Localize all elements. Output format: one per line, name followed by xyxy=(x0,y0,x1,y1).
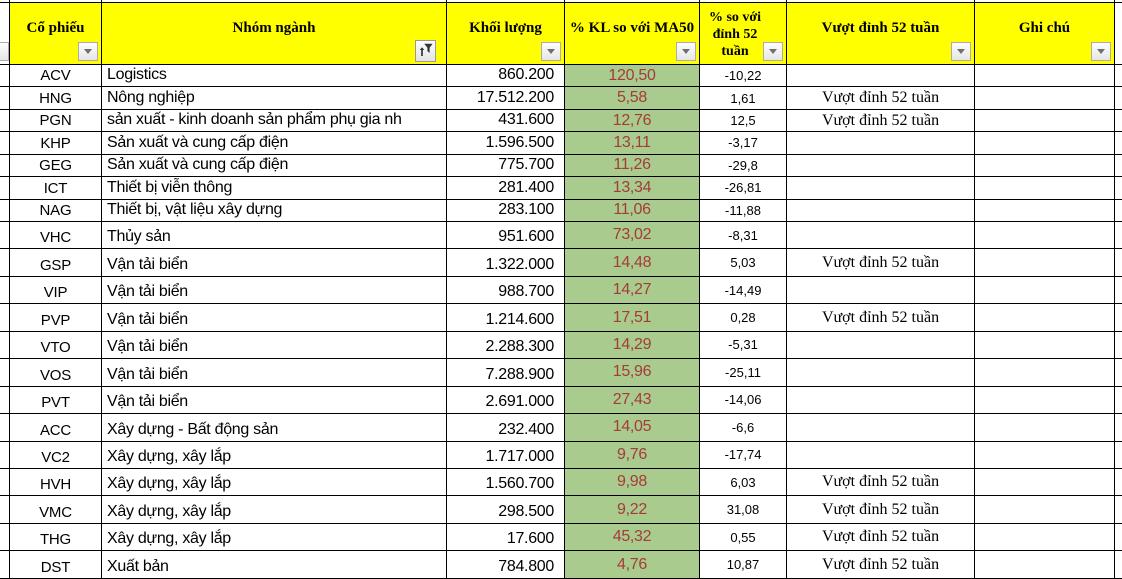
peak52-cell[interactable]: 5,03 xyxy=(700,249,787,276)
right-sliver-cell xyxy=(1115,222,1122,249)
peak52-cell[interactable]: 10,87 xyxy=(700,551,787,578)
peak52-cell[interactable]: 0,28 xyxy=(700,304,787,331)
ma50-filter-dropdown-button[interactable] xyxy=(676,42,696,61)
peak52-cell[interactable]: -8,31 xyxy=(700,222,787,249)
gutter-cell[interactable] xyxy=(0,551,10,578)
header-volume-label: Khối lượng xyxy=(469,20,542,36)
table-row xyxy=(0,414,1122,441)
header-note-label: Ghi chú xyxy=(1018,20,1071,36)
note-cell[interactable] xyxy=(975,132,1115,154)
note-cell[interactable] xyxy=(975,222,1115,249)
industry-filter-active-button[interactable] xyxy=(415,40,436,62)
note-cell[interactable] xyxy=(975,155,1115,177)
breakout-cell[interactable]: Vượt đỉnh 52 tuần xyxy=(787,304,975,331)
header-right-sliver xyxy=(1115,3,1122,65)
header-breakout[interactable] xyxy=(787,3,975,65)
right-sliver-cell xyxy=(1115,110,1122,132)
peak52-cell[interactable]: -26,81 xyxy=(700,177,787,199)
volume-cell[interactable]: 1.214.600 xyxy=(447,304,565,331)
table-row xyxy=(0,551,1122,578)
ma50-cell[interactable]: 120,50 xyxy=(565,65,700,87)
breakout-cell[interactable] xyxy=(787,442,975,469)
right-sliver-cell xyxy=(1115,65,1122,87)
header-peak52[interactable] xyxy=(700,3,787,65)
table-row xyxy=(0,87,1122,109)
ma50-cell[interactable]: 14,29 xyxy=(565,332,700,359)
breakout-cell[interactable]: Vượt đỉnh 52 tuần xyxy=(787,551,975,578)
note-cell[interactable] xyxy=(975,496,1115,523)
breakout-cell[interactable]: Vượt đỉnh 52 tuần xyxy=(787,87,975,109)
note-cell[interactable] xyxy=(975,87,1115,109)
volume-cell[interactable]: 283.100 xyxy=(447,200,565,222)
volume-cell[interactable]: 1.322.000 xyxy=(447,249,565,276)
volume-cell[interactable]: 1.560.700 xyxy=(447,469,565,496)
ma50-cell[interactable]: 15,96 xyxy=(565,359,700,386)
breakout-cell[interactable] xyxy=(787,222,975,249)
table-row xyxy=(0,155,1122,177)
breakout-cell[interactable] xyxy=(787,332,975,359)
gutter-cell[interactable] xyxy=(0,87,10,109)
stock-code-cell[interactable]: DST xyxy=(10,551,102,578)
note-cell[interactable] xyxy=(975,200,1115,222)
right-sliver-cell xyxy=(1115,524,1122,551)
peak52-cell[interactable]: -25,11 xyxy=(700,359,787,386)
industry-cell[interactable]: Xây dựng, xây lắp xyxy=(102,469,447,496)
gutter-cell[interactable] xyxy=(0,249,10,276)
industry-cell[interactable]: Sản xuất và cung cấp điện xyxy=(102,155,447,177)
note-cell[interactable] xyxy=(975,387,1115,414)
note-cell[interactable] xyxy=(975,249,1115,276)
breakout-cell[interactable]: Vượt đỉnh 52 tuần xyxy=(787,110,975,132)
industry-cell[interactable]: Nông nghiệp xyxy=(102,87,447,109)
volume-cell[interactable]: 431.600 xyxy=(447,110,565,132)
volume-cell[interactable]: 17.600 xyxy=(447,524,565,551)
right-sliver-cell xyxy=(1115,177,1122,199)
ma50-cell[interactable]: 4,76 xyxy=(565,551,700,578)
table-row xyxy=(0,200,1122,222)
ma50-cell[interactable]: 17,51 xyxy=(565,304,700,331)
volume-cell[interactable]: 775.700 xyxy=(447,155,565,177)
gutter-cell[interactable] xyxy=(0,524,10,551)
industry-cell[interactable]: Vận tải biển xyxy=(102,277,447,304)
breakout-cell[interactable] xyxy=(787,200,975,222)
volume-cell[interactable]: 17.512.200 xyxy=(447,87,565,109)
peak52-cell[interactable]: -3,17 xyxy=(700,132,787,154)
breakout-cell[interactable] xyxy=(787,414,975,441)
stock-code-cell[interactable]: ACV xyxy=(10,65,102,87)
peak52-cell[interactable]: -5,31 xyxy=(700,332,787,359)
note-cell[interactable] xyxy=(975,524,1115,551)
peak52-cell[interactable]: -14,49 xyxy=(700,277,787,304)
gutter-cell[interactable] xyxy=(0,200,10,222)
gutter-cell[interactable] xyxy=(0,304,10,331)
peak52-cell[interactable]: -11,88 xyxy=(700,200,787,222)
stock-code-cell[interactable]: ACC xyxy=(10,414,102,441)
note-cell[interactable] xyxy=(975,442,1115,469)
volume-cell[interactable]: 232.400 xyxy=(447,414,565,441)
peak52-cell[interactable]: 31,08 xyxy=(700,496,787,523)
peak52-cell[interactable]: -10,22 xyxy=(700,65,787,87)
breakout-cell[interactable] xyxy=(787,65,975,87)
stock-code-cell[interactable]: PVT xyxy=(10,387,102,414)
ma50-cell[interactable]: 5,58 xyxy=(565,87,700,109)
right-sliver-cell xyxy=(1115,359,1122,386)
stock-code-cell[interactable]: VC2 xyxy=(10,442,102,469)
breakout-filter-dropdown-button[interactable] xyxy=(951,42,971,61)
stock-code-cell[interactable]: VHC xyxy=(10,222,102,249)
gutter-cell[interactable] xyxy=(0,387,10,414)
industry-cell[interactable]: Thiết bị, vật liệu xây dựng xyxy=(102,200,447,222)
industry-cell[interactable]: Xây dựng - Bất động sản xyxy=(102,414,447,441)
note-filter-dropdown-button[interactable] xyxy=(1091,42,1111,61)
industry-cell[interactable]: Xây dựng, xây lắp xyxy=(102,442,447,469)
table-row xyxy=(0,277,1122,304)
ma50-cell[interactable]: 13,34 xyxy=(565,177,700,199)
right-sliver-cell xyxy=(1115,277,1122,304)
volume-cell[interactable]: 988.700 xyxy=(447,277,565,304)
industry-cell[interactable]: Xuất bản xyxy=(102,551,447,578)
breakout-cell[interactable]: Vượt đỉnh 52 tuần xyxy=(787,496,975,523)
ma50-cell[interactable]: 14,48 xyxy=(565,249,700,276)
ma50-cell[interactable]: 12,76 xyxy=(565,110,700,132)
right-sliver-cell xyxy=(1115,249,1122,276)
peak52-filter-dropdown-button[interactable] xyxy=(763,42,783,61)
right-sliver-cell xyxy=(1115,551,1122,578)
gutter-cell[interactable] xyxy=(0,277,10,304)
breakout-cell[interactable]: Vượt đỉnh 52 tuần xyxy=(787,469,975,496)
ma50-cell[interactable]: 9,98 xyxy=(565,469,700,496)
volume-cell[interactable]: 2.288.300 xyxy=(447,332,565,359)
right-sliver-cell xyxy=(1115,469,1122,496)
table-row xyxy=(0,249,1122,276)
right-sliver-cell xyxy=(1115,332,1122,359)
stock-code-cell[interactable]: PGN xyxy=(10,110,102,132)
stock-code-cell[interactable]: NAG xyxy=(10,200,102,222)
right-sliver-cell xyxy=(1115,304,1122,331)
gutter-cell[interactable] xyxy=(0,414,10,441)
stock-code-cell[interactable]: KHP xyxy=(10,132,102,154)
partial-filter-dropdown-button[interactable] xyxy=(0,42,9,61)
ma50-cell[interactable]: 14,05 xyxy=(565,414,700,441)
table-row xyxy=(0,332,1122,359)
industry-cell[interactable]: Vận tải biển xyxy=(102,249,447,276)
peak52-cell[interactable]: -29,8 xyxy=(700,155,787,177)
table-row xyxy=(0,524,1122,551)
stock-code-cell[interactable]: ICT xyxy=(10,177,102,199)
peak52-cell[interactable]: 1,61 xyxy=(700,87,787,109)
ma50-cell[interactable]: 14,27 xyxy=(565,277,700,304)
note-cell[interactable] xyxy=(975,177,1115,199)
gutter-cell[interactable] xyxy=(0,222,10,249)
table-row xyxy=(0,496,1122,523)
note-cell[interactable] xyxy=(975,414,1115,441)
right-sliver-cell xyxy=(1115,132,1122,154)
note-cell[interactable] xyxy=(975,110,1115,132)
breakout-cell[interactable]: Vượt đỉnh 52 tuần xyxy=(787,249,975,276)
stock-code-cell[interactable]: GSP xyxy=(10,249,102,276)
industry-cell[interactable]: Vận tải biển xyxy=(102,332,447,359)
stock-code-cell[interactable]: HNG xyxy=(10,87,102,109)
ma50-cell[interactable]: 11,06 xyxy=(565,200,700,222)
right-sliver-cell xyxy=(1115,414,1122,441)
volume-cell[interactable]: 784.800 xyxy=(447,551,565,578)
table-row xyxy=(0,304,1122,331)
right-sliver-cell xyxy=(1115,387,1122,414)
industry-cell[interactable]: Xây dựng, xây lắp xyxy=(102,496,447,523)
volume-cell[interactable]: 1.596.500 xyxy=(447,132,565,154)
industry-cell[interactable]: Logistics xyxy=(102,65,447,87)
volume-cell[interactable]: 1.717.000 xyxy=(447,442,565,469)
header-row xyxy=(0,2,1122,65)
stock-code-cell[interactable]: HVH xyxy=(10,469,102,496)
volume-cell[interactable]: 2.691.000 xyxy=(447,387,565,414)
peak52-cell[interactable]: 6,03 xyxy=(700,469,787,496)
stock-code-cell[interactable]: VOS xyxy=(10,359,102,386)
stock-code-cell[interactable]: THG xyxy=(10,524,102,551)
gutter-cell[interactable] xyxy=(0,65,10,87)
ma50-cell[interactable]: 73,02 xyxy=(565,222,700,249)
breakout-cell[interactable] xyxy=(787,359,975,386)
right-sliver-cell xyxy=(1115,496,1122,523)
note-cell[interactable] xyxy=(975,551,1115,578)
right-sliver-cell xyxy=(1115,87,1122,109)
stock-code-filter-dropdown-button[interactable] xyxy=(78,42,98,61)
note-cell[interactable] xyxy=(975,65,1115,87)
table-row xyxy=(0,177,1122,199)
volume-cell[interactable]: 7.288.900 xyxy=(447,359,565,386)
volume-cell[interactable]: 860.200 xyxy=(447,65,565,87)
industry-cell[interactable]: Vận tải biển xyxy=(102,359,447,386)
industry-cell[interactable]: sản xuất - kinh doanh sản phẩm phụ gia nh xyxy=(102,110,447,132)
stock-code-cell[interactable]: PVP xyxy=(10,304,102,331)
gutter-cell[interactable] xyxy=(0,132,10,154)
industry-cell[interactable]: Vận tải biển xyxy=(102,387,447,414)
gutter-cell[interactable] xyxy=(0,469,10,496)
header-breakout-label: Vượt đỉnh 52 tuần xyxy=(821,20,940,36)
note-cell[interactable] xyxy=(975,277,1115,304)
header-volume[interactable] xyxy=(447,3,565,65)
volume-filter-dropdown-button[interactable] xyxy=(541,42,561,61)
breakout-cell[interactable] xyxy=(787,387,975,414)
note-cell[interactable] xyxy=(975,359,1115,386)
peak52-cell[interactable]: 0,55 xyxy=(700,524,787,551)
industry-cell[interactable]: Vận tải biển xyxy=(102,304,447,331)
stock-code-cell[interactable]: VMC xyxy=(10,496,102,523)
gutter-cell[interactable] xyxy=(0,332,10,359)
note-cell[interactable] xyxy=(975,304,1115,331)
table-row xyxy=(0,222,1122,249)
breakout-cell[interactable] xyxy=(787,155,975,177)
gutter-cell[interactable] xyxy=(0,442,10,469)
gutter-cell[interactable] xyxy=(0,110,10,132)
breakout-cell[interactable] xyxy=(787,277,975,304)
breakout-cell[interactable]: Vượt đỉnh 52 tuần xyxy=(787,524,975,551)
volume-cell[interactable]: 298.500 xyxy=(447,496,565,523)
right-sliver-cell xyxy=(1115,200,1122,222)
header-industry[interactable] xyxy=(102,3,447,65)
industry-cell[interactable]: Thủy sản xyxy=(102,222,447,249)
stock-code-cell[interactable]: GEG xyxy=(10,155,102,177)
stock-code-cell[interactable]: VTO xyxy=(10,332,102,359)
table-body xyxy=(0,65,1122,579)
gutter-cell[interactable] xyxy=(0,496,10,523)
industry-cell[interactable]: Sản xuất và cung cấp điện xyxy=(102,132,447,154)
header-gutter-cell xyxy=(0,3,10,65)
table-row xyxy=(0,442,1122,469)
header-stock-code[interactable] xyxy=(10,3,102,65)
header-industry-label: Nhóm ngành xyxy=(232,20,316,36)
funnel-sort-ascending-icon xyxy=(419,43,433,60)
peak52-cell[interactable]: -6,6 xyxy=(700,414,787,441)
top-gridline-strip xyxy=(0,0,1122,2)
table-row xyxy=(0,65,1122,87)
volume-cell[interactable]: 281.400 xyxy=(447,177,565,199)
ma50-cell[interactable]: 13,11 xyxy=(565,132,700,154)
stock-code-cell[interactable]: VIP xyxy=(10,277,102,304)
header-peak52-label: % so với đỉnh 52 tuần xyxy=(708,9,762,59)
industry-cell[interactable]: Thiết bị viễn thông xyxy=(102,177,447,199)
peak52-cell[interactable]: 12,5 xyxy=(700,110,787,132)
right-sliver-cell xyxy=(1115,442,1122,469)
header-note[interactable] xyxy=(975,3,1115,65)
breakout-cell[interactable] xyxy=(787,132,975,154)
peak52-cell[interactable]: -17,74 xyxy=(700,442,787,469)
ma50-cell[interactable]: 9,22 xyxy=(565,496,700,523)
right-sliver-cell xyxy=(1115,155,1122,177)
table-row xyxy=(0,469,1122,496)
table-row xyxy=(0,387,1122,414)
table-row xyxy=(0,110,1122,132)
gutter-cell[interactable] xyxy=(0,155,10,177)
ma50-cell[interactable]: 9,76 xyxy=(565,442,700,469)
header-ma50-label: % KL so với MA50 xyxy=(569,20,695,36)
industry-cell[interactable]: Xây dựng, xây lắp xyxy=(102,524,447,551)
header-ma50[interactable] xyxy=(565,3,700,65)
table-row xyxy=(0,132,1122,154)
ma50-cell[interactable]: 11,26 xyxy=(565,155,700,177)
breakout-cell[interactable] xyxy=(787,177,975,199)
gutter-cell[interactable] xyxy=(0,177,10,199)
gutter-cell[interactable] xyxy=(0,359,10,386)
ma50-cell[interactable]: 27,43 xyxy=(565,387,700,414)
table-row xyxy=(0,359,1122,386)
ma50-cell[interactable]: 45,32 xyxy=(565,524,700,551)
peak52-cell[interactable]: -14,06 xyxy=(700,387,787,414)
note-cell[interactable] xyxy=(975,469,1115,496)
volume-cell[interactable]: 951.600 xyxy=(447,222,565,249)
header-stock-code-label: Cổ phiếu xyxy=(26,20,85,36)
note-cell[interactable] xyxy=(975,332,1115,359)
